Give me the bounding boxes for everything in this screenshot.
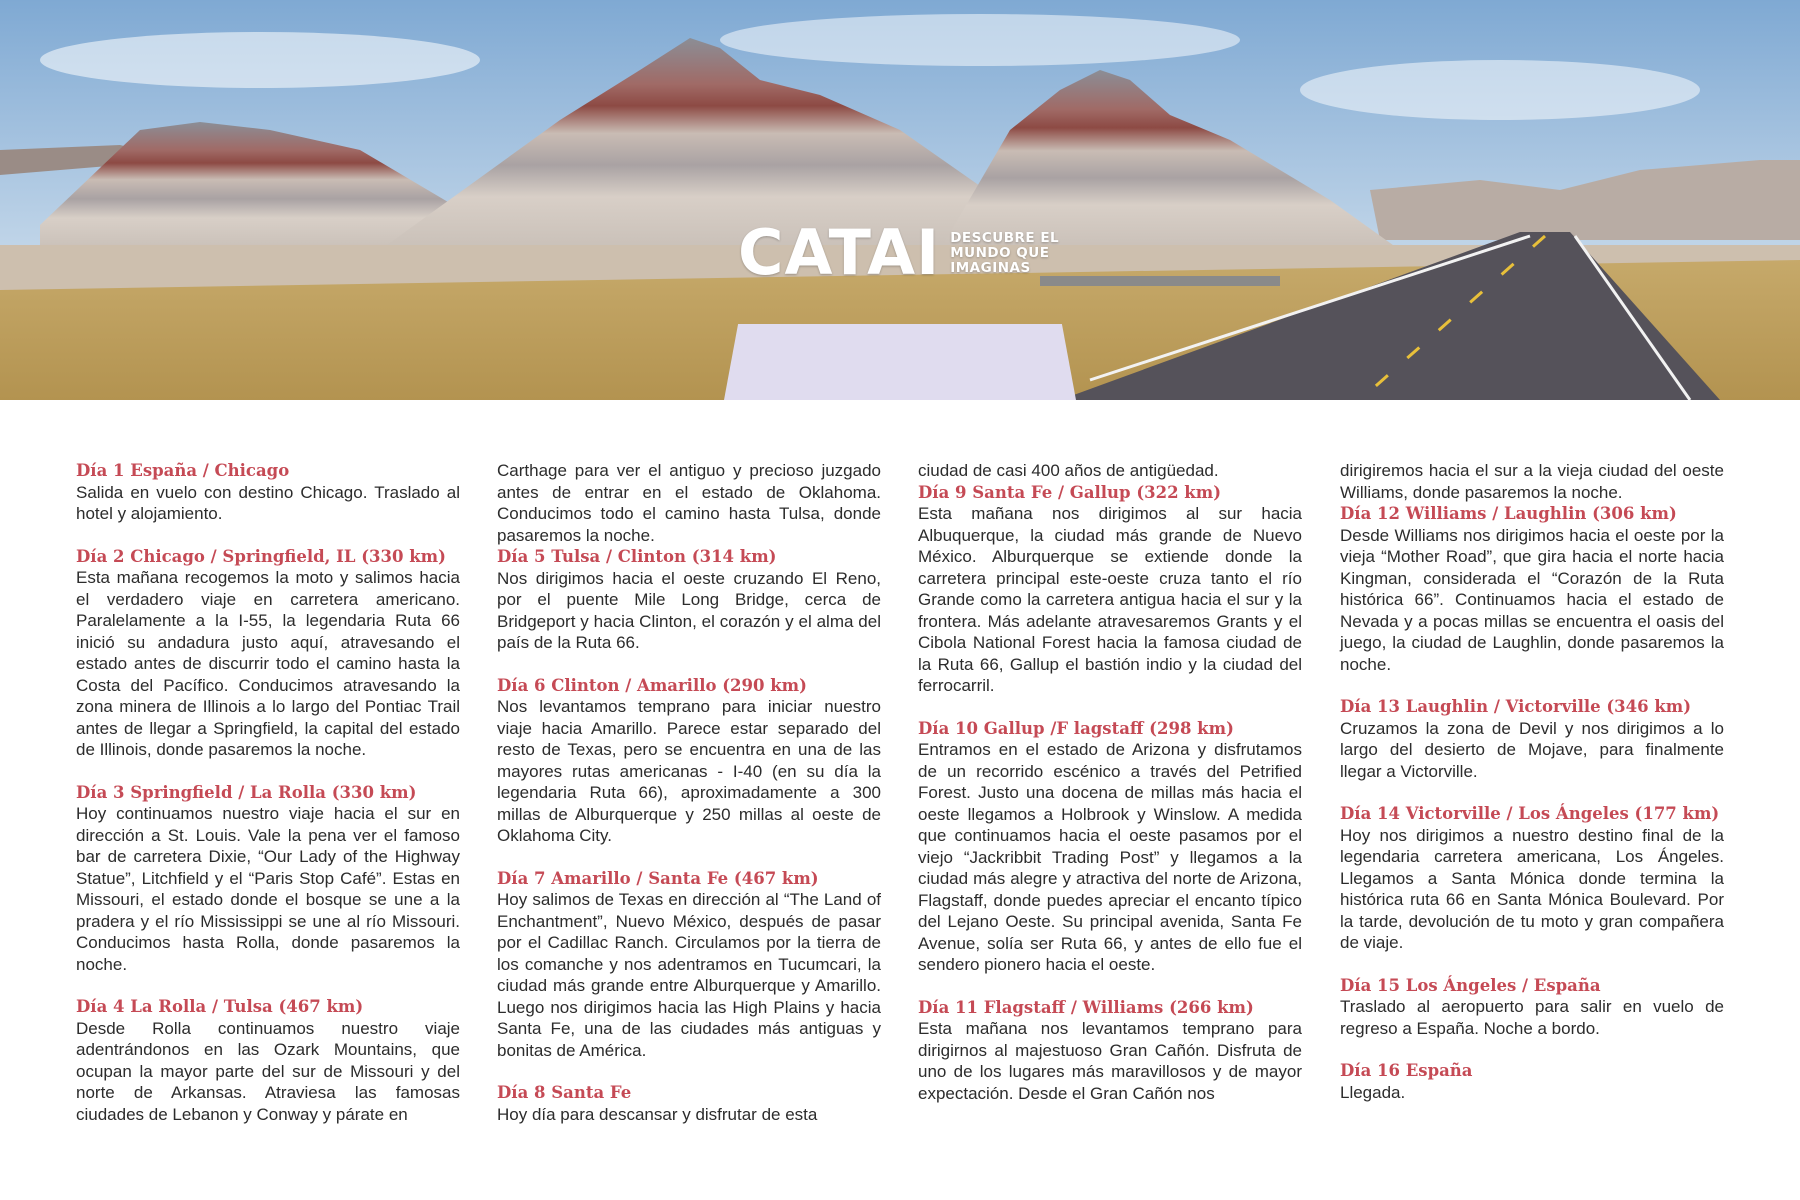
itinerary-day xyxy=(497,868,881,1062)
day-text: Nos dirigimos hacia el oeste cruzando El Reno, por el puente Mile Long Bridge, cerca de Bridgeport y hacia Clinton, el corazón y el alma del país de la Ruta 66. xyxy=(497,568,881,652)
cloud xyxy=(40,32,480,88)
column-3 xyxy=(918,460,1302,1104)
itinerary-day xyxy=(1340,503,1724,675)
day-text: Salida en vuelo con destino Chicago. Traslado al hotel y alojamiento. xyxy=(76,482,460,523)
day-text: Hoy continuamos nuestro viaje hacia el sur en dirección a St. Louis. Vale la pena ver el famoso bar de carretera Dixie, “Our Lady of the Highway Statue”, Litchfield y el “Paris Stop Café”. Estas en Missouri, el estado donde el bosque se une a la pradera y el río Mississippi se une al río Missouri. Conducimos hasta Rolla, donde pasaremos la noche. xyxy=(76,804,460,974)
brand-tagline-line: MUNDO QUE xyxy=(950,244,1050,261)
continued-text: Carthage para ver el antiguo y precioso juzgado antes de entrar en el estado de Oklahoma. Conducimos todo el camino hasta Tulsa, donde pasaremos la noche. xyxy=(497,461,881,545)
guardrail xyxy=(1040,276,1280,286)
day-text: Hoy salimos de Texas en dirección al “The Land of Enchantment”, Nuevo México, después de pasar por el Cadillac Ranch. Circulamos por la tierra de los comanche y nos adentramos en Tucumcari, la ciudad más grande entre Alburquerque y Amarillo. Luego nos dirigimos hacia las High Plains y hacia Santa Fe, una de las ciudades más antiguas y bonitas de América. xyxy=(497,890,881,1060)
continued-text: ciudad de casi 400 años de antigüedad. xyxy=(918,461,1219,480)
brand-tagline xyxy=(950,231,1070,276)
day-title: Día 11 Flagstaff / Williams (266 km) xyxy=(918,997,1254,1017)
itinerary-day xyxy=(497,546,881,654)
itinerary-day xyxy=(76,782,460,976)
itinerary-day xyxy=(76,460,460,525)
day-title: Día 9 Santa Fe / Gallup (322 km) xyxy=(918,482,1222,502)
brand-logo xyxy=(738,216,1070,289)
day-title: Día 12 Williams / Laughlin (306 km) xyxy=(1340,504,1677,523)
day-title: Día 14 Victorville / Los Ángeles (177 km) xyxy=(1340,804,1720,823)
itinerary-day xyxy=(1340,696,1724,782)
day-text: Esta mañana recogemos la moto y salimos hacia el verdadero viaje en carretera americano. Paralelamente a la I-55, la legendaria Ruta 66 inició su andadura justo aquí, atravesando el estado antes de discurrir todo el camino hasta la Costa del Pacífico. Conducimos atravesando la zona minera de Illinois a lo largo del Pontiac Trail antes de llegar a Springfield, la capital del estado de Illinois, donde pasaremos la noche. xyxy=(76,568,460,759)
day-title: Día 5 Tulsa / Clinton (314 km) xyxy=(497,547,777,566)
day-title: Día 15 Los Ángeles / España xyxy=(1340,975,1601,995)
day-title: Día 16 España xyxy=(1340,1061,1473,1080)
column-1 xyxy=(76,460,460,1125)
day-title: Día 3 Springfield / La Rolla (330 km) xyxy=(76,782,417,802)
day-text: Llegada. xyxy=(1340,1082,1406,1102)
day-title: Día 1 España / Chicago xyxy=(76,461,290,480)
day-text: Entramos en el estado de Arizona y disfrutamos de un recorrido escénico a través del Petrified Forest. Justo una docena de millas más hacia el oeste llegamos a Holbrook y Winslow. A medida que continuamos hacia el oeste pasamos por el viejo “Jackribbit Trading Post” y llegamos a la ciudad más alegre y atractiva del norte de Arizona, Flagstaff, donde puedes apreciar el encanto típico del Lejano Oeste. Su principal avenida, Santa Fe Avenue, solía ser Ruta 66, y antes de ello fue el sendero pionero hacia el oeste. xyxy=(918,740,1302,974)
day-title: Día 6 Clinton / Amarillo (290 km) xyxy=(497,675,807,695)
itinerary-day xyxy=(1340,803,1724,954)
day-text: Desde Williams nos dirigimos hacia el oeste por la vieja “Mother Road”, que gira hacia el norte hacia Kingman, considerada el “Corazón de la Ruta histórica 66”. Continuamos hacia el estado de Nevada y a pocas millas se encuentra el oasis del juego, la ciudad de Laughlin, donde pasaremos la noche. xyxy=(1340,525,1724,674)
day-text: Nos levantamos temprano para iniciar nuestro viaje hacia Amarillo. Parece estar separado del resto de Texas, pero se encuentra en una de las mayores rutas americanas - I-40 (en su día la legendaria Ruta 66), aproximadamente a 300 millas de Alburquerque y 250 millas al oeste de Oklahoma City. xyxy=(497,697,881,845)
itinerary-day xyxy=(497,675,881,847)
itinerary-day xyxy=(76,546,460,761)
itinerary-day xyxy=(918,482,1302,697)
day-text: Traslado al aeropuerto para salir en vuelo de regreso a España. Noche a bordo. xyxy=(1340,997,1724,1038)
day-text: Cruzamos la zona de Devil y nos dirigimos a lo largo del desierto de Mojave, para finalmente llegar a Victorville. xyxy=(1340,718,1724,781)
hero-image xyxy=(0,0,1800,400)
continued-text: dirigiremos hacia el sur a la vieja ciudad del oeste Williams, donde pasaremos la noche. xyxy=(1340,461,1724,502)
day-title: Día 2 Chicago / Springfield, IL (330 km) xyxy=(76,546,446,566)
day-text: Esta mañana nos levantamos temprano para dirigirnos al majestuoso Gran Cañón. Disfruta de uno de los lugares más maravillosos y de mayor expectación. Desde el Gran Cañón nos xyxy=(918,1019,1302,1103)
cloud xyxy=(1300,60,1700,120)
cloud xyxy=(720,14,1240,66)
column-2 xyxy=(497,460,881,1125)
brand-tagline-line: IMAGINAS xyxy=(950,259,1031,276)
itinerary-day xyxy=(918,997,1302,1105)
decorative-tab xyxy=(724,324,1076,400)
brand-tagline-line: DESCUBRE EL xyxy=(950,229,1060,246)
day-title: Día 7 Amarillo / Santa Fe (467 km) xyxy=(497,868,819,888)
day-text: Hoy nos dirigimos a nuestro destino final de la legendaria carretera americana, Los Ángeles. Llegamos a Santa Mónica donde termina la histórica ruta 66 en Santa Mónica Boulevard. Por la tarde, devolución de tu moto y gran compañera de viaje. xyxy=(1340,825,1724,952)
day-title: Día 8 Santa Fe xyxy=(497,1083,632,1102)
day-text: Hoy día para descansar y disfrutar de esta xyxy=(497,1104,818,1124)
day-title: Día 10 Gallup /F lagstaff (298 km) xyxy=(918,718,1234,738)
day-text: Desde Rolla continuamos nuestro viaje adentrándonos en las Ozark Mountains, que ocupan la mayor parte del sur de Missouri y del norte de Arkansas. Atraviesa las famosas ciudades de Lebanon y Conway y párate en xyxy=(76,1018,460,1124)
itinerary-day xyxy=(1340,1060,1724,1103)
itinerary-day xyxy=(918,718,1302,976)
day-title: Día 13 Laughlin / Victorville (346 km) xyxy=(1340,697,1692,716)
column-4 xyxy=(1340,460,1724,1103)
itinerary-day xyxy=(76,996,460,1125)
day-title: Día 4 La Rolla / Tulsa (467 km) xyxy=(76,997,364,1016)
itinerary-day xyxy=(497,1082,881,1125)
day-text: Esta mañana nos dirigimos al sur hacia Albuquerque, la ciudad más grande de Nuevo México. Alburquerque se extiende donde la carretera principal este-oeste cruza tanto el río Grande como la carretera antigua hacia el sur y la frontera. Más adelante atravesaremos Grants y el Cibola National Forest hacia la famosa ciudad de la Ruta 66, Gallup el bastión indio y la ciudad del ferrocarril. xyxy=(918,504,1302,695)
itinerary-day xyxy=(1340,975,1724,1040)
brand-name: CATAI xyxy=(738,216,941,289)
